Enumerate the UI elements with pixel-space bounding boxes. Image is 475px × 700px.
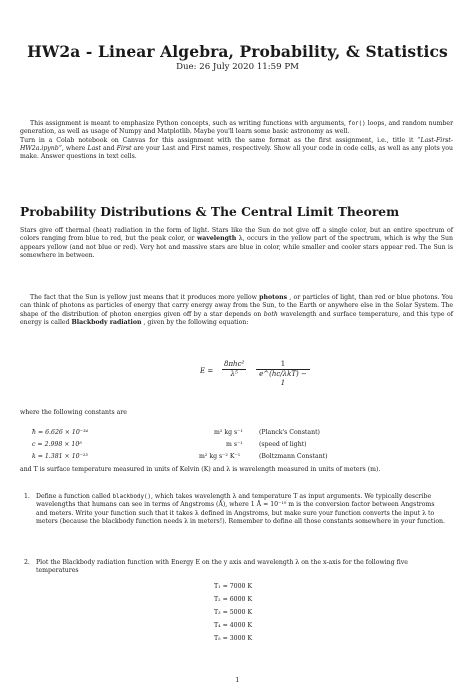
list-item-text: Plot the Blackbody radiation function with Energy [36,559,196,566]
equation-numerator-2: 1 [256,360,310,370]
after-constants-text: and T is surface temperature measured in units of Kelvin (K) and λ is wavelength measured in units of meters (m). [20,466,381,473]
list-item-text: , which takes wavelength λ and temperature T as input arguments. We typically describe wavelengths that humans can see in terms of Angstroms (Å), where 1 Å = 10⁻¹⁰ m is the conversion factor between Angstroms and meters. Write your function such that it takes λ defined in Angstroms, but make sure your function converts the input λ to meters (because the blackbody function needs λ in meters!). Remember to define all those constants somewhere in your function. [36,493,446,525]
constant-symbol: k = 1.381 × 10⁻²³ [32,453,88,460]
constant-description: (Boltzmann Constant) [259,453,328,460]
constant-symbol: c = 2.998 × 10⁸ [32,441,82,448]
constant-row [32,441,432,451]
equation-lhs: E = [200,367,214,375]
list-item-text: Define a function called [36,493,113,500]
equation-numerator-1: 8πhc² [224,360,245,368]
page-number: 1 [235,676,240,684]
blackbody-equation [200,360,310,387]
constant-symbol: ħ = 6.626 × 10⁻³⁴ [32,429,89,436]
emphasis-both: both [263,310,278,318]
list-item-number: 2. [24,559,30,566]
constant-units: m s⁻¹ [226,441,243,448]
list-item-number: 1. [24,493,30,500]
intro-text-4: , where [61,144,88,152]
temperature-item: T₅ = 3000 K [214,635,253,642]
constant-row [32,453,432,463]
list-item-text: E on the y axis and wavelength λ on the x-axis for the following five temperatures [36,559,408,575]
intro-last: Last [87,144,101,152]
temperature-item: T₄ = 4000 K [214,622,253,629]
temperature-item: T₁ = 7000 K [214,583,253,590]
intro-text-6: are your Last and First names, respectively. Show all your code in code cells, as well as any plots you make. Answer questions in text cells. [20,144,453,161]
intro-code-for: for() [348,121,366,127]
temperature-item: T₃ = 5000 K [214,609,253,616]
section-text-2: λ, occurs in the yellow part of the spectrum, which is why the Sun appears yellow (and not blue or red). Very hot and massive stars are blue in color, while smaller and cooler stars appear red. The Sun is somewhere in between. [20,235,453,259]
list-item [24,493,446,526]
section-text-3: The fact that the Sun is yellow just means that it produces more yellow [30,294,260,301]
section-text-6: , given by the following equation: [141,318,249,326]
where-text: where the following constants are [20,409,127,416]
constant-row [32,429,432,439]
document-title: HW2a - Linear Algebra, Probability, & Statistics [27,42,448,61]
term-photons: photons [259,294,288,301]
intro-filename: “Last-First-HW2a.ipynb” [20,136,453,152]
due-date: Due: 26 July 2020 11:59 PM [176,62,299,72]
equation-fraction-1 [222,360,246,379]
equation-fraction-2 [256,360,310,388]
constant-units: m² kg s⁻¹ [214,429,243,436]
temperature-item: T₂ = 6000 K [214,596,253,603]
intro-first: First [116,144,132,152]
code-blackbody: blackbody() [112,494,151,500]
section-paragraph-2 [20,294,453,327]
intro-paragraph [20,120,453,161]
intro-text-1: This assignment is meant to emphasize Python concepts, such as writing functions with arguments, [30,120,346,127]
intro-text-3: Turn in a Colab notebook on Canvas for this assignment with the same format as the first assignment, i.e., title it [20,136,418,144]
equation-denominator-1: λ⁵ [230,370,238,378]
constant-units: m² kg s⁻² K⁻¹ [199,453,241,460]
term-wavelength: wavelength [196,235,237,243]
intro-text-2: loops, and random number generation, as well as usage of Numpy and Matplotlib. Maybe you'll learn some basic astronomy as well. [20,120,454,136]
list-item [24,559,446,576]
intro-text-5: and [100,144,117,152]
section-paragraph-1 [20,227,453,260]
section-heading: Probability Distributions & The Central Limit Theorem [20,204,400,219]
section-text-5: wavelength and surface temperature, and this type of energy is called [20,310,453,326]
section-text-4: , or particles of light, than red or blue photons. You can think of photons as particles of energy that carry energy away from the Sun, to the Earth or anywhere else in the Solar System. The shape of the distribution of photon energies given off by a star depends on [20,294,453,318]
section-text-1: Stars give off thermal (heat) radiation in the form of light. Stars like the Sun do not give off a single color, but an entire spectrum of colors ranging from blue to red, but the peak color, or [20,227,453,243]
equation-denominator-2: e^(hc/λkT) − 1 [259,370,307,387]
constant-description: (Planck's Constant) [259,429,320,436]
constant-description: (speed of light) [259,441,307,448]
term-blackbody: Blackbody radiation [71,318,142,326]
